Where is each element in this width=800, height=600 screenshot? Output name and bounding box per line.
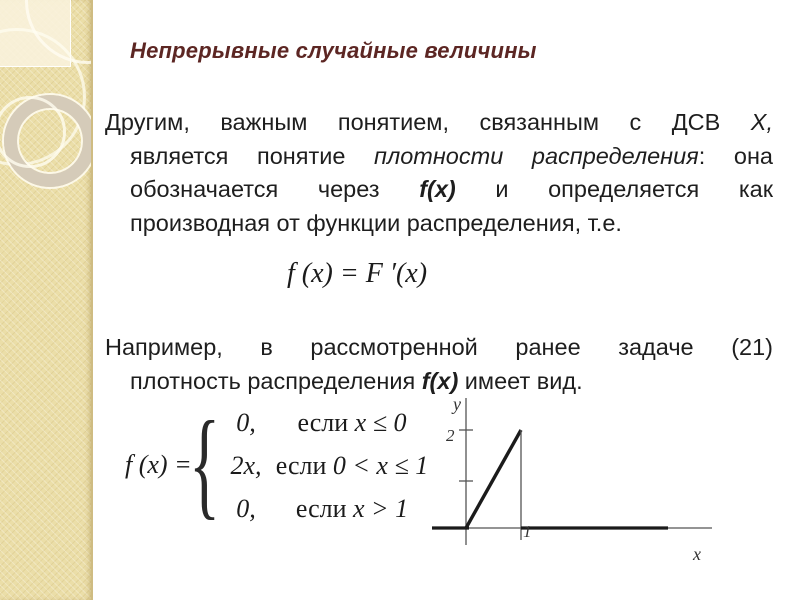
piecewise-row [217,444,429,487]
text-line [105,207,773,241]
y-axis-label: y [453,394,461,414]
slide-title: Непрерывные случайные величины [130,38,537,63]
text-run: является понятие [130,142,375,169]
piecewise-condition [275,408,429,438]
piecewise-density-formula [125,396,435,535]
text-line [105,331,773,365]
density-graph [425,388,717,573]
text-line [105,173,773,207]
x-axis-label: x [693,544,701,564]
text-run: имеет вид. [458,367,583,394]
piecewise-condition [275,494,429,524]
text-run: плотность распределения [130,367,422,394]
text-run: производная от функции распределения, т.е. [130,209,622,236]
paragraph-density-definition [105,106,773,240]
left-brace: { [189,396,221,531]
text-line [105,106,773,140]
x-tick-label-1: 1 [523,522,532,541]
text-run: если [275,450,333,480]
sidebar-decoration [0,0,93,600]
text-run: : она [698,142,773,169]
text-run-italic: плотности распределения [374,142,699,169]
text-line [105,140,773,174]
text-run: Другим, важным понятием, связанным с ДСВ [105,109,751,135]
text-run: и определяется как [455,176,773,202]
piecewise-row [217,487,429,530]
piecewise-value: 2x, [230,450,262,480]
text-run: если [295,493,354,523]
piecewise-row [217,401,429,444]
y-tick-label-2: 2 [446,426,455,445]
piecewise-condition [275,451,429,481]
piecewise-value: 0, [236,493,256,523]
math-expression: x > 1 [353,493,409,523]
piecewise-value: 0, [236,407,256,437]
math-expression: 0 < x ≤ 1 [332,450,429,480]
formula-density-derivative: f (x) = F ′(x) [287,258,428,289]
text-run: если [297,407,355,437]
math-expression: x ≤ 0 [354,407,407,437]
piecewise-lhs: f (x) = [125,450,192,479]
text-run-bold-italic: f(x) [419,176,456,202]
plot-rising-segment [466,430,521,528]
text-run: обозначается через [130,176,420,202]
sidebar-edge-line [91,0,93,600]
piecewise-rows [217,401,429,530]
text-run-bold-italic: f(x) [421,367,459,394]
text-run-italic: X, [750,109,773,135]
text-run: Например, в рассмотренной ранее задаче (21) [105,334,773,360]
